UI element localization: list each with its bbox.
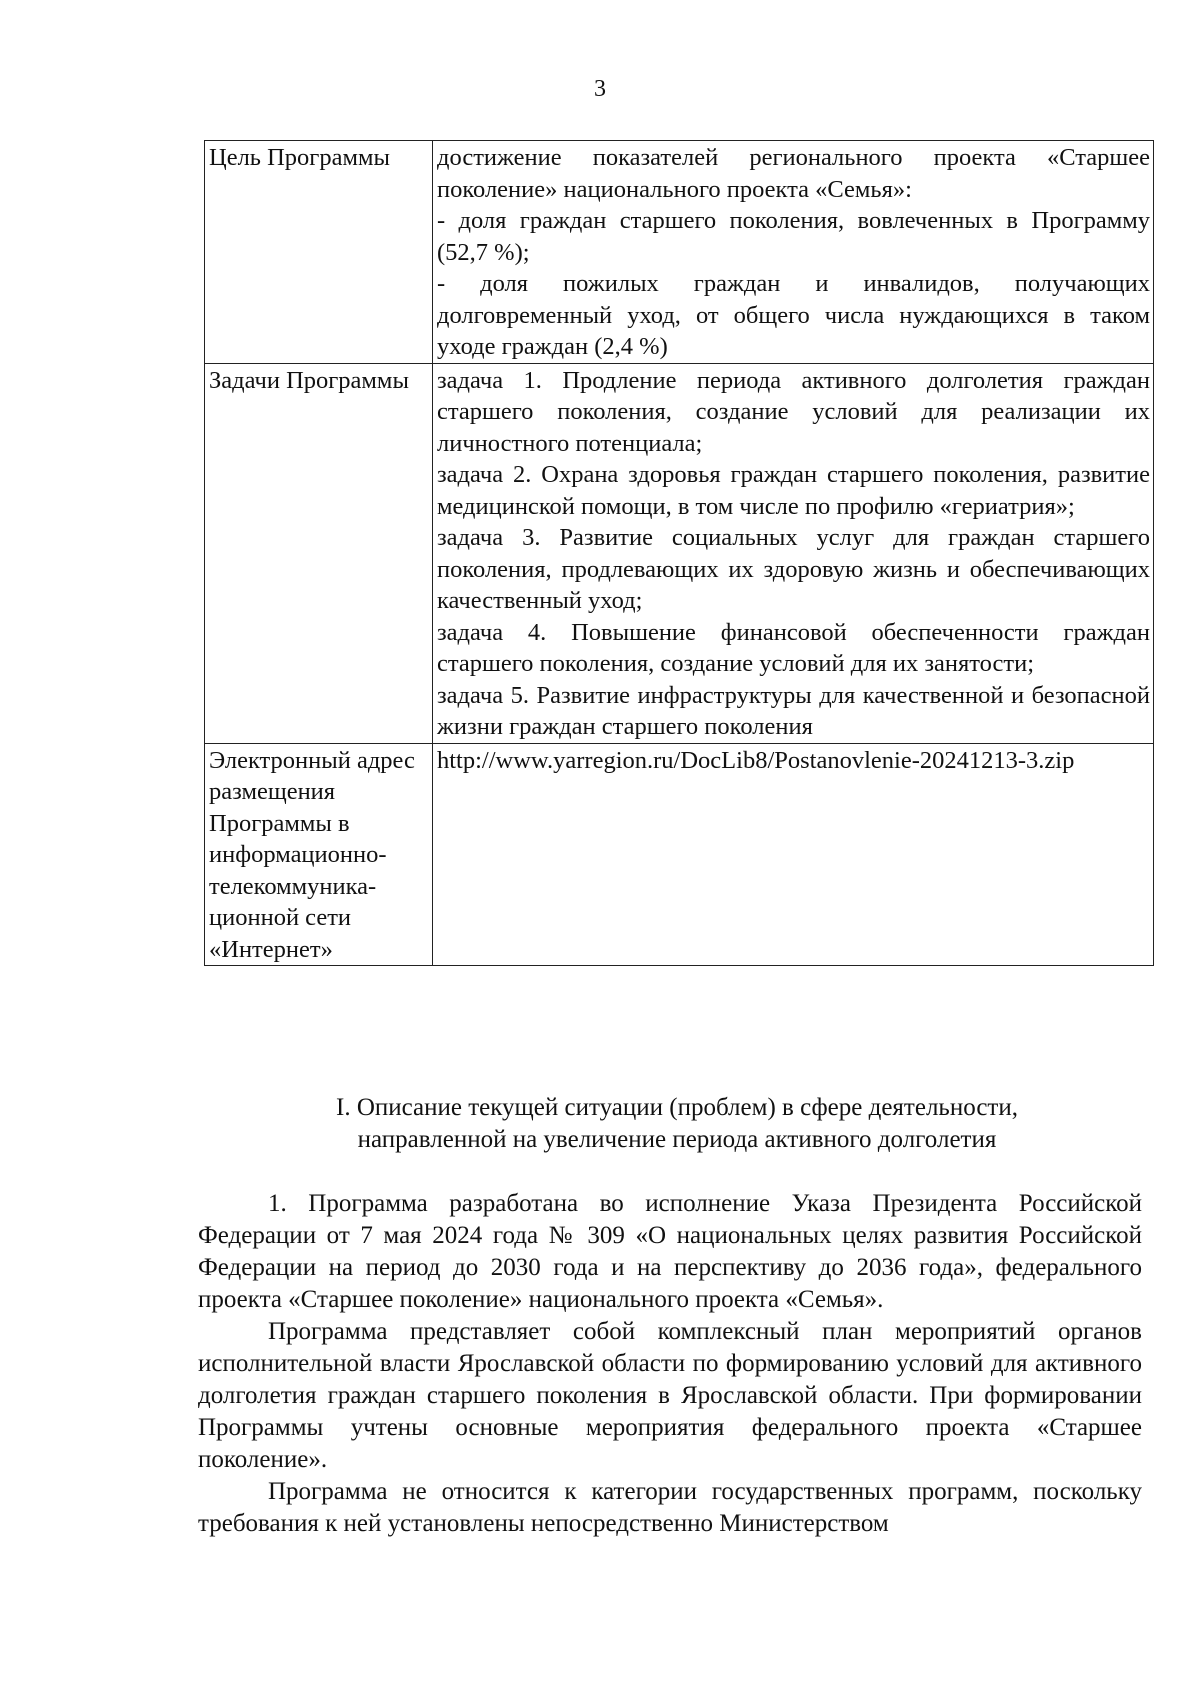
tasks-value xyxy=(433,363,1154,743)
table-row-goal xyxy=(205,141,1154,364)
paragraph: 1. Программа разработана во исполнение Указа Президента Российской Федерации от 7 мая 2024 года № 309 «О национальных целях развития Российской Федерации на период до 2030 года и на перспективу до 2036 года», федерального проекта «Старшее поколение» национального проекта «Семья». xyxy=(198,1190,1142,1313)
section-heading-line: I. Описание текущей ситуации (проблем) в сфере деятельности, xyxy=(336,1094,1018,1121)
url-label: Электронный адрес размещения Программы в информационно-телекоммуника-ционной сети «Интернет» xyxy=(205,743,433,966)
program-passport-table xyxy=(204,140,1154,966)
goal-label: Цель Программы xyxy=(205,141,433,364)
url-value xyxy=(433,743,1154,966)
tasks-label: Задачи Программы xyxy=(205,363,433,743)
body-text xyxy=(198,1188,1142,1540)
task-item: задача 2. Охрана здоровья граждан старшего поколения, развитие медицинской помощи, в том числе по профилю «гериатрия»; xyxy=(437,461,1150,520)
paragraph: Программа не относится к категории государственных программ, поскольку требования к ней установлены непосредственно Министерством xyxy=(198,1478,1142,1537)
task-item: задача 3. Развитие социальных услуг для граждан старшего поколения, продлевающих их здоровую жизнь и обеспечивающих качественный уход; xyxy=(437,524,1150,614)
table-row-url xyxy=(205,743,1154,966)
task-item: задача 1. Продление периода активного долголетия граждан старшего поколения, создание условий для реализации их личностного потенциала; xyxy=(437,366,1150,457)
section-heading xyxy=(200,1092,1154,1156)
table-row-tasks xyxy=(205,363,1154,743)
goal-indicator: - доля пожилых граждан и инвалидов, получающих долговременный уход, от общего числа нуждающихся в таком уходе граждан (2,4 %) xyxy=(437,270,1150,360)
section-heading-line: направленной на увеличение периода активного долголетия xyxy=(357,1126,997,1153)
page-number: 3 xyxy=(594,76,606,102)
program-url: http://www.yarregion.ru/DocLib8/Postanovlenie-20241213-3.zip xyxy=(437,746,1075,774)
paragraph: Программа представляет собой комплексный план мероприятий органов исполнительной власти Ярославской области по формированию условий для активного долголетия граждан старшего поколения в Ярославской области. При формировании Программы учтены основные мероприятия федерального проекта «Старшее поколение». xyxy=(198,1318,1142,1473)
goal-line: достижение показателей регионального проекта «Старшее поколение» национального проекта «Семья»: xyxy=(437,144,1150,203)
task-item: задача 5. Развитие инфраструктуры для качественной и безопасной жизни граждан старшего поколения xyxy=(437,681,1150,740)
goal-value xyxy=(433,141,1154,364)
task-item: задача 4. Повышение финансовой обеспеченности граждан старшего поколения, создание условий для их занятости; xyxy=(437,618,1150,677)
goal-indicator: - доля граждан старшего поколения, вовлеченных в Программу (52,7 %); xyxy=(437,207,1150,266)
